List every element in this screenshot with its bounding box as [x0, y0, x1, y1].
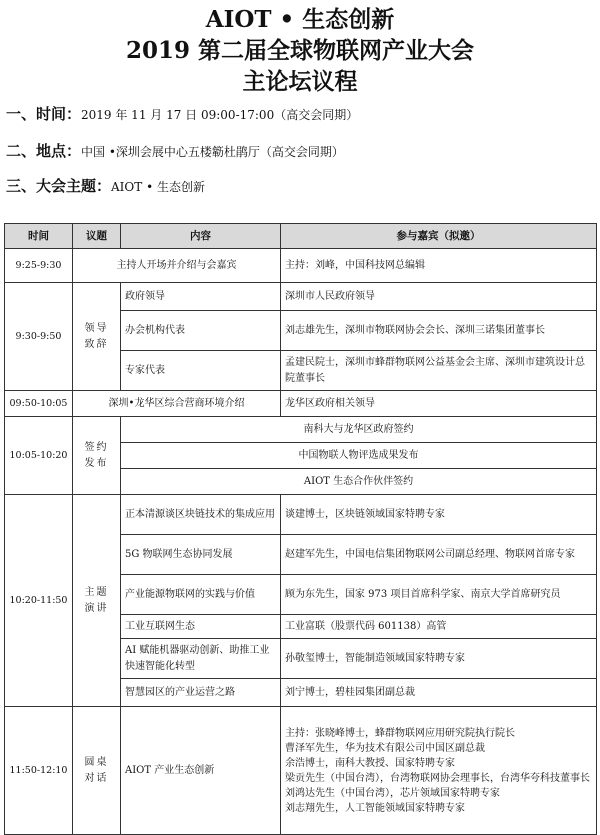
row-topic: 圆桌 对话 [73, 707, 121, 835]
table-row [5, 249, 597, 283]
table-header-row [5, 224, 597, 249]
row-content: AIOT 生态合作伙伴签约 [121, 469, 597, 495]
row-time: 10:20-11:50 [5, 495, 73, 707]
row-content: AI 赋能机器驱动创新、助推工业快速智能化转型 [121, 639, 281, 679]
meta-place-label: 二、地点： [6, 142, 82, 160]
header-guest: 参与嘉宾（拟邀） [281, 224, 597, 249]
row-time: 10:05-10:20 [5, 417, 73, 495]
table-row [5, 417, 597, 443]
header-time: 时间 [5, 224, 73, 249]
table-row [5, 283, 597, 311]
row-content: AIOT 产业生态创新 [121, 707, 281, 835]
row-guest: 龙华区政府相关领导 [281, 391, 597, 417]
row-content: 中国物联人物评选成果发布 [121, 443, 597, 469]
row-guest: 刘宁博士，碧桂园集团副总裁 [281, 679, 597, 707]
meta-time-value: 2019 年 11 月 17 日 09:00-17:00（高交会同期） [81, 108, 359, 122]
row-guest: 谈建博士，区块链领域国家特聘专家 [281, 495, 597, 535]
row-guest: 顾为东先生，国家 973 项目首席科学家、南京大学首席研究员 [281, 575, 597, 615]
table-row [5, 495, 597, 535]
header-topic: 议题 [73, 224, 121, 249]
row-topic: 签约 发布 [73, 417, 121, 495]
row-content: 专家代表 [121, 351, 281, 391]
row-content: 工业互联网生态 [121, 615, 281, 639]
row-topic: 主题 演讲 [73, 495, 121, 707]
meta-time-label: 一、时间： [6, 105, 82, 123]
row-content: 产业能源物联网的实践与价值 [121, 575, 281, 615]
meta-theme-label: 三、大会主题： [6, 177, 112, 195]
row-guest: 主持：张晓峰博士，蜂群物联网应用研究院执行院长 曹泽军先生，华为技术有限公司中国区副总裁 余浩博士，南科大教授、国家特聘专家 梁贡先生（中国台湾），台湾物联网协会理事长，台湾华夸科技董事长 刘鸿达先生（中国台湾），芯片领域国家特聘专家 刘志翔先生，人工智能领域国家特聘专家 [281, 707, 597, 835]
row-time: 9:30-9:50 [5, 283, 73, 391]
row-guest: 刘志雄先生，深圳市物联网协会会长、深圳三诺集团董事长 [281, 311, 597, 351]
row-time: 09:50-10:05 [5, 391, 73, 417]
row-content: 5G 物联网生态协同发展 [121, 535, 281, 575]
row-content: 主持人开场并介绍与会嘉宾 [73, 249, 281, 283]
table-row [5, 391, 597, 417]
header-content: 内容 [121, 224, 281, 249]
row-guest: 主持：刘峰，中国科技网总编辑 [281, 249, 597, 283]
row-content: 深圳•龙华区综合营商环境介绍 [73, 391, 281, 417]
row-content: 智慧园区的产业运营之路 [121, 679, 281, 707]
row-time: 9:25-9:30 [5, 249, 73, 283]
row-guest: 孙敬玺博士，智能制造领域国家特聘专家 [281, 639, 597, 679]
meta-place-value: 中国 •深圳会展中心五楼簕杜鹃厅（高交会同期） [81, 145, 344, 159]
table-row [5, 707, 597, 835]
meta-theme-value: AIOT • 生态创新 [111, 180, 205, 194]
title-line-2: 2019 第二届全球物联网产业大会 [125, 37, 475, 64]
row-guest: 工业富联（股票代码 601138）高管 [281, 615, 597, 639]
meta-place [0, 136, 600, 167]
row-content: 南科大与龙华区政府签约 [121, 417, 597, 443]
row-content: 政府领导 [121, 283, 281, 311]
row-guest: 赵建军先生，中国电信集团物联网公司副总经理、物联网首席专家 [281, 535, 597, 575]
row-guest: 孟建民院士，深圳市蜂群物联网公益基金会主席、深圳市建筑设计总院董事长 [281, 351, 597, 391]
row-topic: 领导 致辞 [73, 283, 121, 391]
meta-time [0, 99, 600, 130]
agenda-table [4, 223, 597, 835]
title-line-1: AIOT • 生态创新 [205, 6, 395, 33]
meta-theme [0, 171, 600, 202]
row-content: 办会机构代表 [121, 311, 281, 351]
row-guest: 深圳市人民政府领导 [281, 283, 597, 311]
row-content: 正本清源谈区块链技术的集成应用 [121, 495, 281, 535]
title-line-3: 主论坛议程 [242, 68, 358, 95]
row-time: 11:50-12:10 [5, 707, 73, 835]
